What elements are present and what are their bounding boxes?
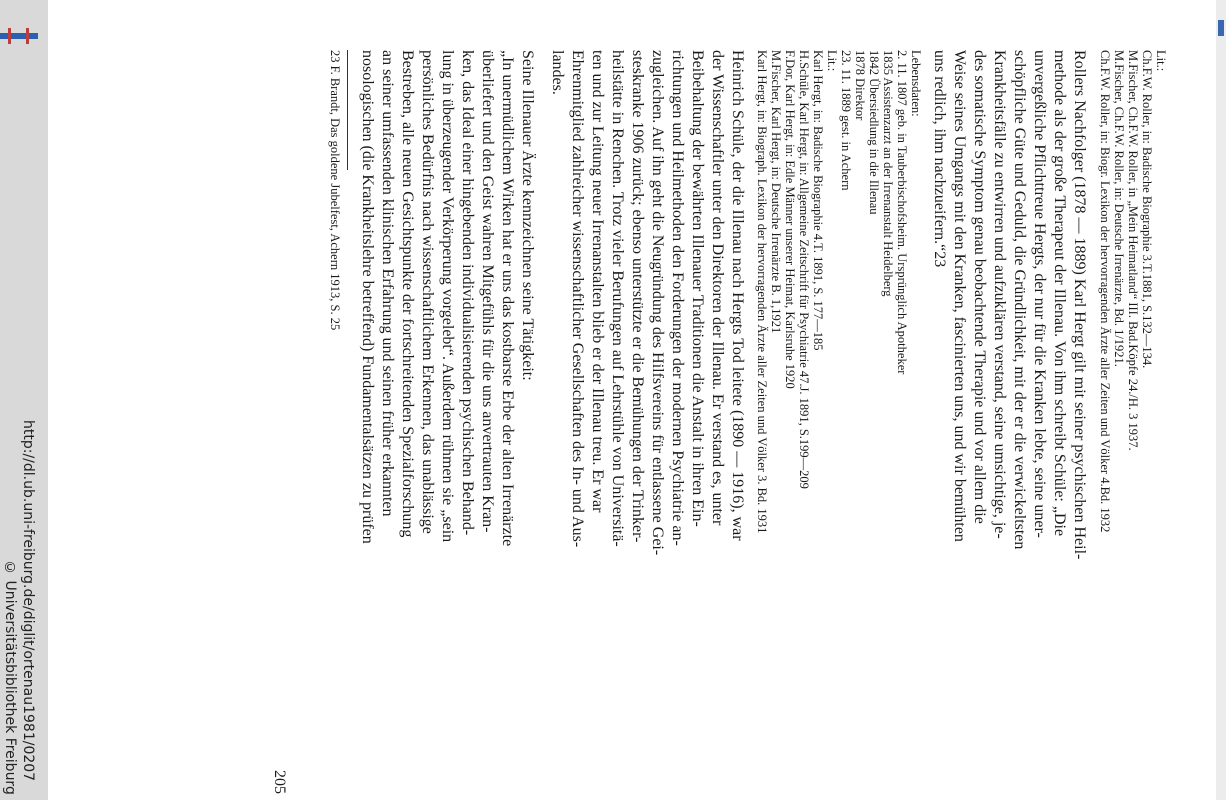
body-line: persönliches Bedürfnis nach wissenschaftlichem Erkennen, das unablässige bbox=[419, 50, 436, 534]
body-line: an seiner umfassenden klinischen Erfahrung und seinen früher erkannten bbox=[379, 50, 396, 517]
viewer-right-margin bbox=[1216, 0, 1226, 800]
lit-line: Ch.F.W. Roller, in: Biogr. Lexikon der hervorragenden Ärzte aller Zeiten und Völker 4.Bd. 1932 bbox=[1098, 50, 1112, 533]
copyright-notice: © Universitätsbibliothek Freiburg bbox=[2, 560, 18, 795]
body-line: ten und zur Leitung neuer Irrenanstalten blieb er der Illenau treu. Er war bbox=[589, 50, 606, 513]
body-line: heilstätte in Renchen. Trotz vieler Berufungen auf Lehrstühle von Universitä- bbox=[609, 50, 626, 547]
lebensdaten-line: Karl Hergt, in: Biograph. Lexikon der hervorragenden Ärzte aller Zeiten und Völker 3. Bd. 1931 bbox=[755, 50, 769, 534]
body-line: „In unermüdlichem Wirken hat er uns das kostbarste Erbe der alten Irrenärzte bbox=[499, 50, 516, 547]
body-line: unvergeßliche Pflichttreue Hergts, der nur für die Kranken lebte, seine uner- bbox=[1031, 50, 1048, 538]
body-line: Weise seines Umgangs mit den Kranken, fascinierten uns, und wir bemühten bbox=[951, 50, 968, 542]
body-line: Rollers Nachfolger (1878 — 1889) Karl Hergt gilt mit seiner psychischen Heil- bbox=[1071, 50, 1088, 560]
body-line: schöpfliche Güte und Geduld, die Gründlichkeit, mit der er die verwickeltsten bbox=[1011, 50, 1028, 550]
body-line: lung in überzeugender Verkörperung vorgelebt“. Außerdem rühmen sie „sein bbox=[439, 50, 456, 543]
body-line: Beibehaltung der bewährten Illenauer Traditionen die Anstalt in ihren Ein- bbox=[689, 50, 706, 527]
body-line: methode als der große Therapeut der Illenau. Von ihm schreibt Schüle: „Die bbox=[1051, 50, 1068, 537]
body-line: Heinrich Schüle, der die Illenau nach Hergts Tod leitete (1890 — 1916), war bbox=[729, 50, 746, 541]
page-content-rotated bbox=[148, 10, 1188, 794]
body-line: uns redlich, ihm nachzueifern.“23 bbox=[931, 50, 948, 268]
lebensdaten-line: 2. 11. 1807 geb. in Tauberbischofsheim. Ursprünglich Apotheker bbox=[895, 50, 909, 375]
lit-heading: Lit.: bbox=[1154, 50, 1168, 72]
viewer-left-margin bbox=[0, 0, 48, 800]
body-line: zugleichen. Auf ihn geht die Neugründung des Hilfsvereins für entlassene Gei- bbox=[649, 50, 666, 556]
body-line: nosologischen (die Krankheitslehre betreffend) Fundamentalsätzen zu prüfen bbox=[359, 50, 376, 544]
lebensdaten-line: 1835 Assistenzarzt an der Irrenanstalt Heidelberg bbox=[881, 50, 895, 297]
lit-line: Ch.F.W. Roller, in: Badische Biographie 3.T.1881, S.132—134. bbox=[1140, 50, 1154, 369]
lebensdaten-line: 1842 Übersiedlung in die Illenau bbox=[867, 50, 881, 215]
body-line: Krankheitsfälle zu entwirren und aufzuklären verstand, seine umsichtige, je- bbox=[991, 50, 1008, 539]
page-number: 205 bbox=[271, 770, 288, 794]
lebensdaten-line: F.Dor, Karl Hergt, in: Edle Männer unserer Heimat, Karlsruhe 1920 bbox=[783, 50, 797, 389]
lit-line: M.Fischer, Ch.F.W. Roller, in „Mein Heimatland“ III. Bad.Köpfe 24./H. 3 1937. bbox=[1126, 50, 1140, 451]
body-line: ken, das Ideal einer hingebenden individualisierenden psychischen Behand- bbox=[459, 50, 476, 536]
lebensdaten-line: 1878 Direktor bbox=[853, 50, 867, 121]
lebensdaten-line: M.Fischer, Karl Hergt, in: Deutsche Irrenärzte B. 1,1921 bbox=[769, 50, 783, 334]
body-line: Bestreben, alle neuen Gesichtspunkte der fortschreitenden Spezialforschung bbox=[399, 50, 416, 538]
body-line: überliefert und den Geist wahren Mitgefühls für die uns anvertrauten Kran- bbox=[479, 50, 496, 533]
scan-color-marker-right bbox=[1218, 20, 1224, 36]
lebensdaten-line: Lit.: bbox=[825, 50, 839, 72]
body-line: der Wissenschaftler unter den Direktoren der Illenau. Er verstand es, unter bbox=[709, 50, 726, 526]
body-line: steskranke 1906 zurück; ebenso unterstützte er die Bemühungen der Trinker- bbox=[629, 50, 646, 543]
body-line: landes. bbox=[549, 50, 566, 95]
scan-color-marker bbox=[0, 28, 42, 44]
body-line: Ehrenmitglied zahlreicher wissenschaftlicher Gesellschaften des In- und Aus- bbox=[569, 50, 586, 548]
source-url[interactable]: http://dl.ub.uni-freiburg.de/diglit/ortenau1981/0207 bbox=[20, 420, 36, 782]
lebensdaten-line: H.Schüle, Karl Hergt, in: Allgemeine Zeitschrift für Psychiatrie 47.J. 1891, S.199—209 bbox=[797, 50, 811, 489]
lebensdaten-line: 23. 11. 1889 gest. in Achern bbox=[839, 50, 853, 191]
body-line: Seine Illenauer Ärzte kennzeichnen seine Tätigkeit: bbox=[519, 50, 536, 381]
body-line: richtungen und Heilmethoden den Forderungen der modernen Psychiatrie an- bbox=[669, 50, 686, 546]
footnote-rule bbox=[347, 50, 348, 170]
lit-line: M.Fischer, Ch.F.W. Roller, in: Deutsche Irrenärzte, Bd. 1/1921. bbox=[1112, 50, 1126, 367]
footnote: 23 F. Brandt, Das goldene Jubelfest, Achern 1913, S. 25 bbox=[328, 50, 342, 331]
lebensdaten-line: Karl Hergt, in: Badische Biographie 4.T. 1891, S. 177—185 bbox=[811, 50, 825, 351]
lebensdaten-line: Lebensdaten: bbox=[909, 50, 923, 117]
body-line: des somatische Symptom genau beobachtende Therapie und vor allem die bbox=[971, 50, 988, 524]
scanned-page bbox=[48, 0, 1216, 800]
